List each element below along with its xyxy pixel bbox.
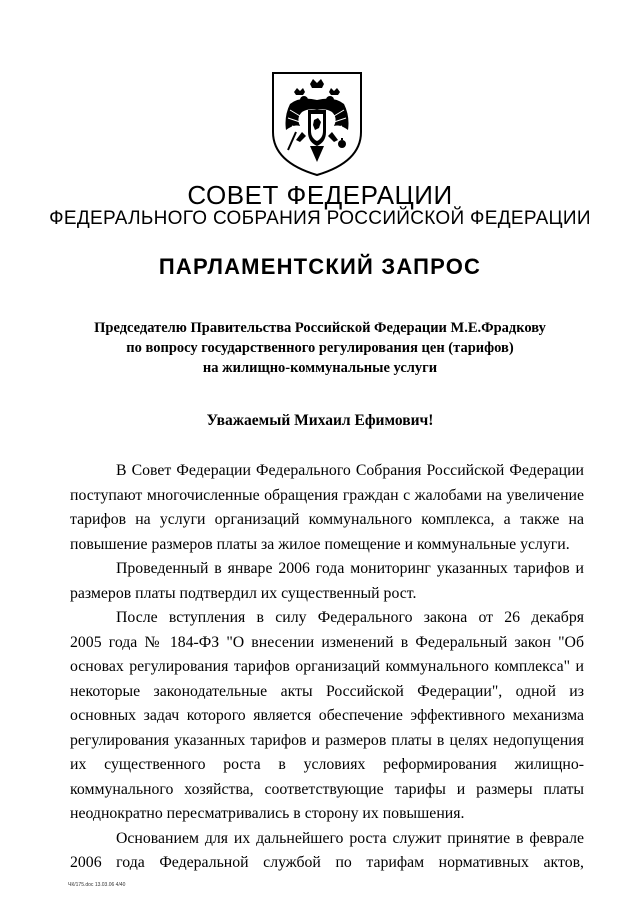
body-line: основных задач которого является обеспечение эффективного механизма <box>70 707 584 724</box>
organization-subtitle: ФЕДЕРАЛЬНОГО СОБРАНИЯ РОССИЙСКОЙ ФЕДЕРАЦИИ <box>49 208 591 229</box>
body-line: В Совет Федерации Федерального Собрания Российской Федерации <box>116 462 584 479</box>
body-line: регулирования указанных тарифов и размеров платы в целях недопущения <box>70 731 584 749</box>
body-line: 2005 года № 184-ФЗ "О внесении изменений в Федеральный закон "Об <box>70 633 584 651</box>
body-line: тарифов на услуги организаций коммунального комплекса, а также на <box>70 511 584 528</box>
body-line: их существенного роста в условиях реформирования жилищно- <box>70 756 584 773</box>
body-line: основах регулирования тарифов организаций коммунального комплекса" и <box>70 658 584 675</box>
greeting: Уважаемый Михаил Ефимович! <box>206 412 434 429</box>
body-line: поступают многочисленные обращения граждан с жалобами на увеличение <box>70 486 584 504</box>
body-line: 2006 года Федеральной службой по тарифам нормативных актов, <box>70 854 584 871</box>
body-line: Основанием для их дальнейшего роста служит принятие в феврале <box>116 829 584 847</box>
addressee-line: по вопросу государственного регулирования цен (тарифов) <box>126 340 514 356</box>
body-line: повышение размеров платы за жилое помещение и коммунальные услуги. <box>70 535 570 553</box>
addressee-line: на жилищно-коммунальные услуги <box>202 360 438 376</box>
addressee-block <box>0 318 640 378</box>
body-line: некоторые законодательные акты Российской Федерации", одной из <box>70 682 584 700</box>
body-line: размеров платы подтвердил их существенный рост. <box>70 584 417 602</box>
coat-of-arms-icon <box>270 70 364 178</box>
body-line: Проведенный в январе 2006 года мониторинг указанных тарифов и <box>116 560 584 577</box>
body-line: коммунального хозяйства, соответствующие тарифы и размеры платы <box>70 780 584 798</box>
body-line: неоднократно пересматривались в сторону их повышения. <box>70 805 465 822</box>
organization-title: СОВЕТ ФЕДЕРАЦИИ <box>187 180 453 210</box>
footer-file-code: ЧК/175.doc 13.03.06 4/40 <box>68 882 126 888</box>
document-type-heading: ПАРЛАМЕНТСКИЙ ЗАПРОС <box>158 254 482 279</box>
addressee-line: Председателю Правительства Российской Федерации М.Е.Фрадкову <box>94 320 546 336</box>
body-line: После вступления в силу Федерального закона от 26 декабря <box>116 609 584 626</box>
body-text <box>70 459 584 876</box>
